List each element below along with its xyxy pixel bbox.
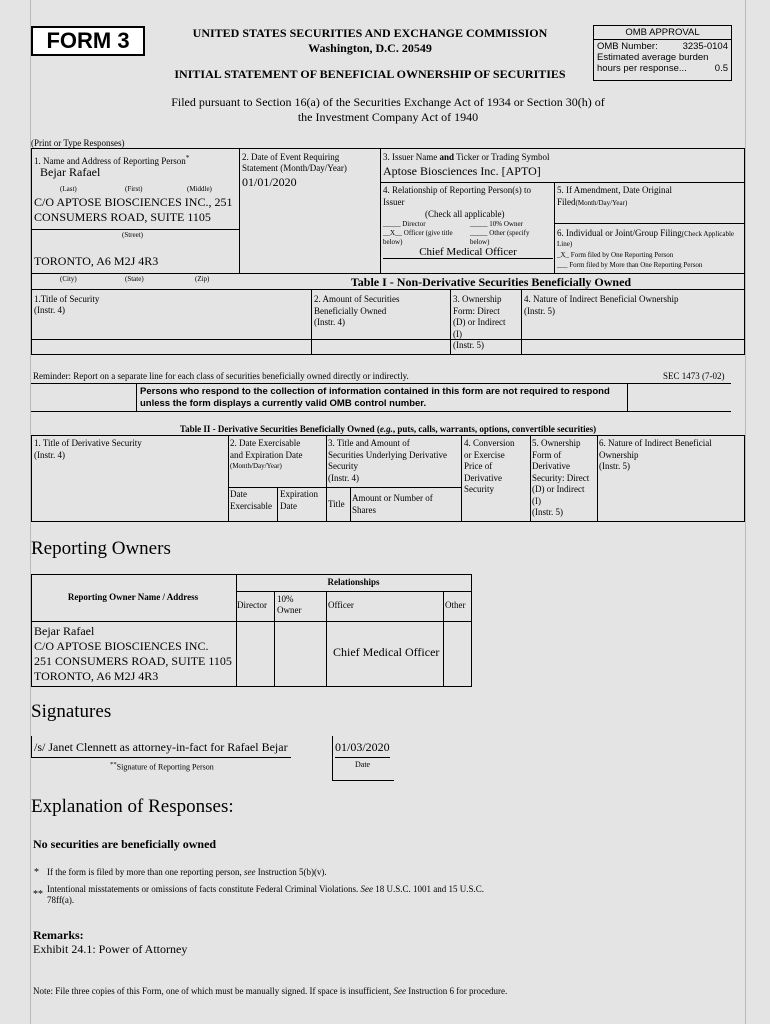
other-header: Other: [445, 600, 466, 610]
t1-col1: 1.Title of Security (Instr. 4): [34, 294, 100, 315]
owner-row-officer: Chief Medical Officer: [333, 645, 440, 659]
omb-number-value: 3235-0104: [682, 41, 728, 52]
officer-title: Chief Medical Officer: [383, 246, 553, 259]
sec-number: SEC 1473 (7-02): [663, 371, 725, 381]
box4-label-1: 4. Relationship of Reporting Person(s) to: [383, 185, 531, 195]
box2-label-2: Statement (Month/Day/Year): [242, 163, 347, 173]
note-footer: Note: File three copies of this Form, one of which must be manually signed. If space is insufficient, See Instruction 6 for procedure.: [33, 986, 508, 996]
box6-option-more: ___ Form filed by More than One Reporting Person: [557, 261, 703, 269]
middle-label: (Middle): [187, 185, 212, 193]
box5-label-1: 5. If Amendment, Date Original: [557, 185, 672, 195]
header-title: INITIAL STATEMENT OF BENEFICIAL OWNERSHIP OF SECURITIES: [174, 67, 566, 81]
t2-c1: 1. Title of Derivative Security (Instr. 4): [34, 438, 142, 460]
t2-c6: 6. Nature of Indirect Beneficial Ownership (Instr. 5): [599, 438, 712, 471]
reporting-owners-heading: Reporting Owners: [31, 538, 171, 559]
box6-option-one: _X_ Form filed by One Reporting Person: [557, 251, 674, 259]
state-label: (State): [125, 275, 144, 283]
city-line: TORONTO, A6 M2J 4R3: [34, 254, 159, 268]
issuer-name: Aptose Biosciences Inc. [APTO]: [383, 164, 541, 178]
remarks-label: Remarks:: [33, 928, 84, 942]
header-agency: UNITED STATES SECURITIES AND EXCHANGE COMMISSION: [192, 26, 548, 40]
owner-row-address: Bejar Rafael C/O APTOSE BIOSCIENCES INC. 251 CONSUMERS ROAD, SUITE 1105 TORONTO, A6 M2J 4R3: [34, 624, 232, 683]
filed-pursuant-1: Filed pursuant to Section 16(a) of the Securities Exchange Act of 1934 or Section 30(h) of: [171, 95, 605, 109]
t2-c3-title: Title: [328, 499, 345, 509]
first-label: (First): [125, 185, 143, 193]
other-below: below): [470, 238, 490, 246]
box4-label-2: Issuer: [383, 197, 405, 207]
signer-name: /s/ Janet Clennett as attorney-in-fact for Rafael Bejar: [34, 740, 288, 754]
footnote-1: If the form is filed by more than one reporting person, see Instruction 5(b)(v).: [47, 867, 327, 877]
t1-col4: 4. Nature of Indirect Beneficial Ownership (Instr. 5): [524, 294, 679, 316]
ten-pct-option: _____ 10% Owner: [470, 220, 523, 228]
footnote-1-mark: *: [34, 867, 39, 878]
omb-title: OMB APPROVAL: [594, 26, 731, 40]
signature-label: **Signature of Reporting Person: [110, 761, 214, 772]
t2-c2: 2. Date Exercisable and Expiration Date (Month/Day/Year): [230, 438, 303, 470]
omb-burden-line2: hours per response...: [597, 63, 687, 74]
check-all-applicable: (Check all applicable): [425, 209, 505, 219]
t2-c4: 4. Conversion or Exercise Price of Derivative Security: [464, 438, 515, 494]
zip-label: (Zip): [195, 275, 210, 283]
table2-title: Table II - Derivative Securities Beneficially Owned (e.g., puts, calls, warrants, options, convertible securities): [179, 424, 597, 434]
owner-name-header: Reporting Owner Name / Address: [67, 592, 199, 602]
reminder-text: Reminder: Report on a separate line for each class of securities beneficially owned directly or indirectly.: [33, 371, 409, 381]
t2-c3: 3. Title and Amount of Securities Underlying Derivative Security (Instr. 4): [328, 438, 447, 483]
box3-label: 3. Issuer Name and Ticker or Trading Symbol: [383, 152, 550, 162]
date-label: Date: [355, 760, 371, 769]
header-city: Washington, D.C. 20549: [308, 41, 432, 55]
form-label: FORM 3: [46, 28, 130, 53]
t2-c5: 5. Ownership Form of Derivative Security: Direct (D) or Indirect (I) (Instr. 5): [532, 438, 590, 517]
t2-c3-amount: Amount or Number of Shares: [352, 493, 433, 515]
box2-label-1: 2. Date of Event Requiring: [242, 152, 340, 162]
print-type-note: (Print or Type Responses): [31, 138, 125, 148]
footnote-2: Intentional misstatements or omissions of facts constitute Federal Criminal Violations. See 18 U.S.C. 1001 and 15 U.S.C. 78ff(a).: [47, 884, 485, 905]
omb-burden-line1: Estimated average burden: [597, 52, 709, 63]
filed-pursuant-2: the Investment Company Act of 1940: [297, 110, 479, 124]
t2-c2-exp: Expiration Date: [280, 489, 318, 511]
relationships-header: Relationships: [327, 577, 380, 587]
reporting-person-name: Bejar Rafael: [40, 165, 101, 179]
omb-burden-value: 0.5: [714, 63, 728, 74]
officer-header: Officer: [328, 600, 354, 610]
t2-c2-date-ex: Date Exercisable: [230, 489, 272, 511]
last-label: (Last): [60, 185, 77, 193]
event-date: 01/01/2020: [242, 175, 297, 189]
footnote-2-mark: **: [33, 889, 43, 900]
box1-label: 1. Name and Address of Reporting Person*: [34, 153, 190, 166]
other-option: _____ Other (specify: [470, 229, 530, 237]
officer-below: below): [383, 238, 403, 246]
omb-number-label: OMB Number:: [597, 41, 658, 52]
street-label: (Street): [122, 231, 143, 239]
box1-star: *: [185, 153, 190, 162]
explanation-heading: Explanation of Responses:: [31, 796, 234, 817]
t1-col2: 2. Amount of Securities Beneficially Owned (Instr. 4): [314, 294, 400, 327]
form-label-box: [31, 26, 145, 56]
table1-title: Table I - Non-Derivative Securities Beneficially Owned: [350, 275, 632, 289]
officer-option: __X__ Officer (give title: [383, 229, 453, 237]
street-line-2: CONSUMERS ROAD, SUITE 1105: [34, 210, 211, 224]
street-line-1: C/O APTOSE BIOSCIENCES INC., 251: [34, 195, 233, 209]
omb-approval-box: [593, 25, 732, 81]
city-label: (City): [60, 275, 77, 283]
box5-label-2: Filed(Month/Day/Year): [557, 197, 628, 207]
remarks-text: Exhibit 24.1: Power of Attorney: [33, 942, 188, 956]
t1-col3: 3. Ownership Form: Direct (D) or Indirect (I) (Instr. 5): [453, 294, 506, 350]
signature-date: 01/03/2020: [335, 740, 390, 758]
no-securities-note: No securities are beneficially owned: [33, 837, 217, 851]
director-option: _____ Director: [383, 220, 426, 228]
signatures-heading: Signatures: [31, 701, 112, 722]
director-header: Director: [237, 600, 267, 610]
persons-notice: Persons who respond to the collection of information contained in this form are not required to respond unless the form displays a currently valid OMB control number.: [140, 386, 610, 409]
page-frame-right: [745, 0, 746, 1024]
ten-pct-header: 10% Owner: [277, 594, 302, 615]
box6-label: 6. Individual or Joint/Group Filing(Check Applicable Line): [557, 228, 735, 248]
